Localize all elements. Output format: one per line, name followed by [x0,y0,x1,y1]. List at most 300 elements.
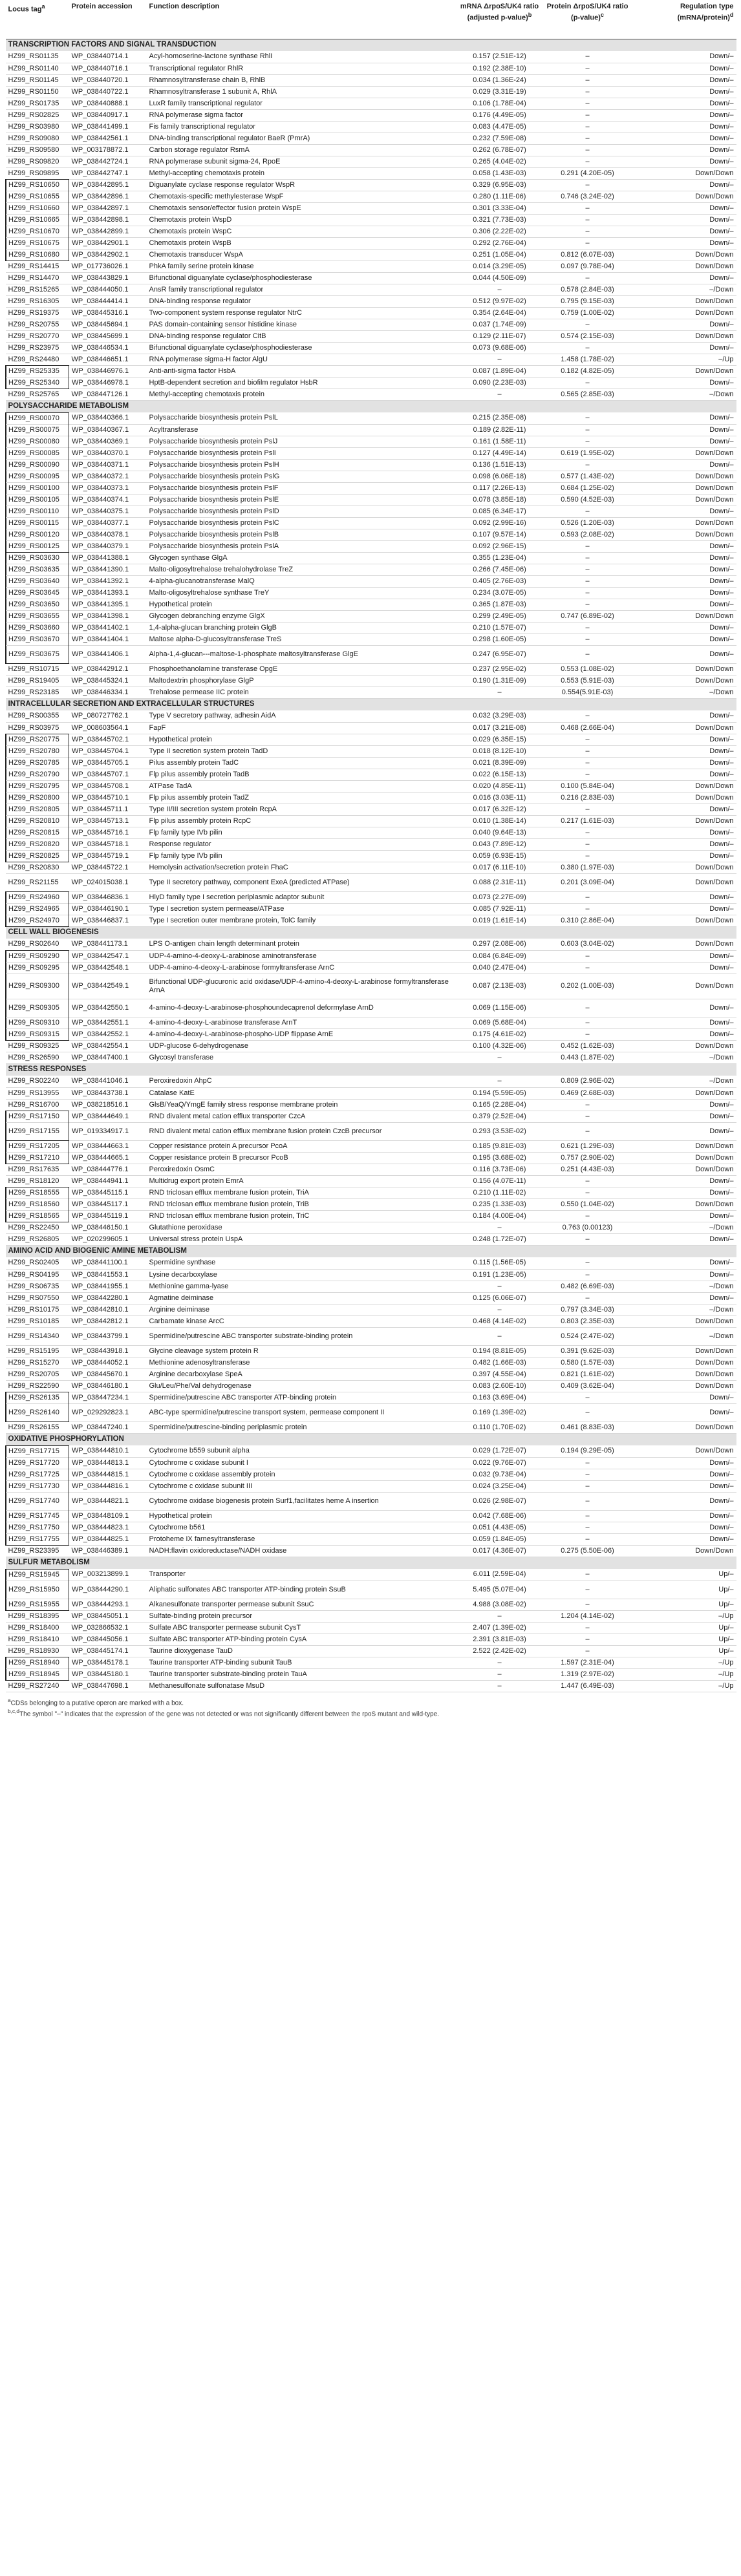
protein-ratio-cell: – [585,963,590,972]
table-row [6,962,736,974]
description-cell: Polysaccharide biosynthesis protein PslE [149,495,279,504]
locus-tag-cell: HZ99_RS25335 [6,365,69,377]
protein-ratio-cell: – [585,320,590,328]
locus-tag-cell: HZ99_RS18120 [8,1176,59,1185]
locus-tag-cell: HZ99_RS17150 [6,1111,69,1122]
regulation-cell: Down/– [709,157,734,165]
accession-cell: WP_038441100.1 [71,1259,128,1267]
table-row [6,1304,736,1315]
protein-ratio-cell: 0.380 (1.97E-03) [561,863,614,871]
accession-cell: WP_038448109.1 [72,1511,129,1520]
mrna-ratio-cell: 2.522 (2.42E-02) [473,1646,526,1655]
accession-cell: WP_038447240.1 [71,1423,129,1431]
protein-ratio-cell: 0.590 (4.52E-03) [561,495,614,504]
locus-tag-cell: HZ99_RS24960 [6,891,69,903]
protein-ratio-cell: – [585,904,590,913]
accession-cell: WP_038442899.1 [72,227,129,235]
table-row [6,529,736,540]
mrna-ratio-cell: 0.037 (1.74E-09) [473,320,526,328]
accession-cell: WP_038442548.1 [72,963,129,972]
regulation-cell: Down/– [709,145,734,154]
protein-ratio-cell: 0.574 (2.15E-03) [561,332,614,340]
table-row [6,459,736,471]
locus-tag-cell: HZ99_RS23975 [8,343,59,352]
protein-ratio-cell: – [585,87,590,96]
description-cell: Type V secretory pathway, adhesin AidA [149,712,276,720]
table-row [6,1052,736,1063]
regulation-cell: –/Down [709,390,734,398]
table-row [6,1345,736,1357]
table-row [6,792,736,804]
locus-tag-cell: HZ99_RS03670 [6,633,69,645]
regulation-cell: Down/– [709,425,734,434]
description-cell: Methanesulfonate sulfonatase MsuD [149,1681,265,1690]
regulation-cell: Up/– [718,1635,734,1643]
table-row [6,734,736,745]
description-cell: LPS O-antigen chain length determinant protein [149,940,299,948]
description-cell: ABC-type spermidine/putrescine transport system, permease component II [149,1408,385,1416]
mrna-ratio-cell: 0.100 (4.32E-06) [473,1041,526,1050]
description-cell: Type II secretion system protein TadD [149,747,268,755]
regulation-cell: Down/– [709,758,734,767]
accession-cell: WP_038446978.1 [72,378,129,387]
locus-tag-cell: HZ99_RS20800 [6,792,69,804]
regulation-cell: –/Down [709,1332,734,1340]
accession-cell: WP_038441046.1 [71,1077,129,1085]
table-row [6,1392,736,1403]
section-title: CELL WALL BIOGENESIS [8,928,99,937]
locus-tag-cell: HZ99_RS00070 [6,412,69,424]
mrna-ratio-cell: 0.032 (9.73E-04) [473,1470,526,1478]
accession-cell: WP_038445708.1 [72,782,129,790]
table-row [6,903,736,915]
protein-ratio-cell: 0.550 (1.04E-02) [561,1200,614,1208]
description-cell: Sulfate ABC transporter ATP-binding protein CysA [149,1635,307,1643]
regulation-cell: –/Down [709,1305,734,1314]
locus-tag-cell: HZ99_RS16700 [8,1100,59,1109]
protein-ratio-cell: – [585,1127,590,1135]
description-cell: Chemotaxis-specific methylesterase WspF [149,192,284,200]
locus-tag-cell: HZ99_RS10670 [6,226,69,237]
accession-cell: WP_080727762.1 [71,712,129,720]
locus-tag-cell: HZ99_RS00110 [6,506,69,517]
protein-ratio-cell: – [585,712,590,720]
locus-tag-cell: HZ99_RS00355 [8,712,59,720]
mrna-ratio-cell: 0.169 (1.39E-02) [473,1408,526,1416]
mrna-ratio-cell: 0.117 (2.26E-13) [473,484,526,492]
table-row [6,261,736,272]
mrna-ratio-cell: 0.073 (2.27E-09) [473,893,526,901]
accession-cell: WP_038442898.1 [72,215,129,224]
protein-ratio-cell: 0.593 (2.08E-02) [561,530,614,538]
mrna-ratio-cell: 0.194 (8.81E-05) [473,1347,526,1355]
table-row [6,1222,736,1233]
protein-ratio-cell: 0.201 (3.09E-04) [561,878,614,886]
description-cell: Methyl-accepting chemotaxis protein [149,169,265,177]
regulation-cell: Down/– [709,1458,734,1467]
protein-ratio-cell: 0.803 (2.35E-03) [561,1317,614,1325]
mrna-ratio-cell: 0.191 (1.23E-05) [473,1270,526,1279]
table-row [6,377,736,389]
accession-cell: WP_038447400.1 [71,1053,129,1061]
regulation-cell: Down/– [709,1470,734,1478]
locus-tag-cell: HZ99_RS17740 [6,1492,69,1510]
locus-tag-cell: HZ99_RS00115 [6,517,69,529]
accession-cell: WP_038447698.1 [71,1681,129,1690]
locus-tag-cell: HZ99_RS14470 [8,273,59,282]
mrna-ratio-cell: 0.468 (4.14E-02) [473,1317,526,1325]
locus-tag-cell: HZ99_RS15265 [8,285,59,293]
accession-cell: WP_038444050.1 [71,285,129,293]
locus-tag-cell: HZ99_RS17725 [6,1469,69,1480]
mrna-ratio-cell: 0.129 (2.11E-07) [473,332,526,340]
locus-tag-cell: HZ99_RS26140 [6,1403,69,1421]
accession-cell: WP_038443799.1 [71,1332,129,1340]
accession-cell: WP_038441390.1 [72,565,129,573]
locus-tag-cell: HZ99_RS20815 [6,827,69,838]
regulation-cell: Down/Down [695,665,734,673]
section-header [6,1557,736,1569]
accession-cell: WP_038444414.1 [71,297,129,305]
protein-ratio-cell: – [585,588,590,597]
accession-cell: WP_038446389.1 [71,1546,129,1555]
protein-ratio-cell: – [585,425,590,434]
locus-tag-cell: HZ99_RS17205 [6,1140,69,1152]
description-cell: Taurine dioxygenase TauD [149,1646,233,1655]
regulation-cell: Down/– [709,52,734,61]
mrna-ratio-cell: 0.110 (1.70E-02) [473,1423,526,1431]
protein-ratio-cell: – [585,122,590,131]
description-cell: Type II/III secretion system protein RcpA [149,805,277,813]
locus-tag-cell: HZ99_RS25765 [8,390,59,398]
accession-cell: WP_038440371.1 [72,460,129,469]
mrna-ratio-cell: 0.069 (5.68E-04) [473,1018,526,1027]
mrna-ratio-cell: 0.266 (7.45E-06) [473,565,526,573]
protein-ratio-cell: 0.565 (2.85E-03) [561,390,614,398]
regulation-cell: Down/Down [695,1041,734,1050]
mrna-ratio-cell: 0.026 (2.98E-07) [473,1496,526,1505]
table-row [6,1187,736,1198]
protein-ratio-cell: – [585,1535,590,1543]
locus-tag-cell: HZ99_RS01150 [8,87,59,96]
protein-ratio-cell: 1.204 (4.14E-02) [561,1612,614,1620]
locus-tag-cell: HZ99_RS09290 [6,950,69,962]
regulation-cell: Down/– [709,1523,734,1531]
regulation-cell: Down/– [709,1188,734,1197]
description-cell: Hypothetical protein [149,600,212,608]
accession-cell: WP_038440888.1 [71,99,129,107]
locus-tag-cell: HZ99_RS24965 [6,903,69,915]
description-cell: Peroxiredoxin OsmC [149,1165,215,1173]
mrna-ratio-cell: 0.512 (9.97E-02) [473,297,526,305]
protein-ratio-cell: – [585,635,590,643]
protein-ratio-cell: – [585,828,590,836]
accession-cell: WP_029292823.1 [72,1408,129,1416]
accession-cell: WP_008603564.1 [71,723,129,732]
accession-cell: WP_038440372.1 [72,472,129,480]
protein-ratio-cell: – [585,64,590,72]
description-cell: Glycine cleavage system protein R [149,1347,259,1355]
locus-tag-cell: HZ99_RS10655 [6,191,69,202]
protein-ratio-cell: – [585,650,590,658]
table-row [6,1111,736,1122]
mrna-ratio-cell: 0.163 (3.69E-04) [473,1393,526,1401]
regulation-cell: –/Down [709,1223,734,1231]
regulation-cell: Down/Down [695,472,734,480]
regulation-cell: Down/– [709,588,734,597]
locus-tag-cell: HZ99_RS09580 [8,145,59,154]
protein-ratio-cell: 0.619 (1.95E-02) [561,449,614,457]
protein-ratio-cell: – [585,1211,590,1220]
mrna-ratio-cell: – [497,1670,502,1678]
accession-cell: WP_038443918.1 [71,1347,129,1355]
accession-cell: WP_038440716.1 [71,64,129,72]
mrna-ratio-cell: 0.156 (4.07E-11) [473,1176,526,1185]
protein-ratio-cell: – [585,893,590,901]
locus-tag-cell: HZ99_RS23395 [8,1546,59,1555]
description-cell: 4-amino-4-deoxy-L-arabinose transferase ArnT [149,1018,297,1027]
regulation-cell: Down/– [709,1496,734,1505]
regulation-cell: –/Down [709,1053,734,1061]
regulation-cell: Down/– [709,1482,734,1490]
locus-tag-cell: HZ99_RS14415 [8,262,59,270]
accession-cell: WP_038444941.1 [71,1176,129,1185]
regulation-cell: Down/– [709,623,734,632]
protein-ratio-cell: – [585,1003,590,1012]
locus-tag-cell: HZ99_RS26135 [6,1392,69,1403]
protein-ratio-cell: – [585,1646,590,1655]
footnote-text: CDSs belonging to a putative operon are marked with a box. [10,1699,184,1707]
regulation-cell: Up/– [718,1585,734,1593]
locus-tag-cell: HZ99_RS18560 [6,1198,69,1210]
regulation-cell: Down/Down [695,1447,734,1455]
accession-cell: WP_038445694.1 [71,320,129,328]
accession-cell: WP_038441499.1 [71,122,129,131]
description-cell: Flp family type IVb pilin [149,851,222,860]
regulation-cell: Down/– [709,1535,734,1543]
table-row [6,424,736,436]
regulation-cell: Down/Down [695,1200,734,1208]
accession-cell: WP_038442896.1 [72,192,129,200]
protein-ratio-cell: 0.747 (6.89E-02) [561,612,614,620]
description-cell: Lysine decarboxylase [149,1270,217,1279]
description-cell: LuxR family transcriptional regulator [149,99,263,107]
locus-tag-cell: HZ99_RS03660 [6,622,69,633]
regulation-cell: Down/– [709,180,734,189]
regulation-cell: Up/– [718,1600,734,1608]
section-title: POLYSACCHARIDE METABOLISM [8,402,129,410]
accession-cell: WP_038440370.1 [72,449,129,457]
protein-ratio-cell: – [585,600,590,608]
description-cell: Rhamnosyltransferase chain B, RhlB [149,76,266,84]
description-cell: Malto-oligosyltrehalose synthase TreY [149,588,270,597]
locus-tag-cell: HZ99_RS10665 [6,214,69,226]
description-cell: Chemotaxis transducer WspA [149,250,243,259]
table-body [6,39,736,1692]
table-row [6,121,736,133]
accession-cell: WP_038444649.1 [72,1112,129,1120]
section-title: AMINO ACID AND BIOGENIC AMINE METABOLISM [8,1247,187,1255]
mrna-ratio-cell: 0.301 (3.33E-04) [473,204,526,212]
table-row [6,1099,736,1111]
locus-tag-cell: HZ99_RS03675 [6,645,69,663]
protein-ratio-cell: – [585,99,590,107]
protein-ratio-cell: 0.821 (1.61E-02) [561,1370,614,1378]
description-cell: Spermidine/putrescine ABC transporter ATP-binding protein [149,1393,337,1401]
accession-cell: WP_038442724.1 [71,157,129,165]
accession-cell: WP_038444813.1 [72,1458,129,1467]
accession-cell: WP_038446190.1 [72,904,129,913]
mrna-ratio-cell: 0.355 (1.23E-04) [473,553,526,562]
regulation-cell: Down/Down [695,518,734,527]
mrna-ratio-cell: 0.106 (1.78E-04) [473,99,526,107]
regulation-cell: Down/– [709,1211,734,1220]
accession-cell: WP_038445670.1 [71,1370,129,1378]
locus-tag-cell: HZ99_RS20830 [8,863,59,871]
description-cell: DNA-binding transcriptional regulator BaeR (PmrA) [149,134,310,142]
locus-tag-cell: HZ99_RS02825 [8,111,59,119]
accession-cell: WP_038445722.1 [71,863,129,871]
description-cell: Sulfate ABC transporter permease subunit CysT [149,1623,301,1632]
regulation-cell: Down/– [709,904,734,913]
mrna-ratio-cell: 0.115 (1.56E-05) [473,1259,526,1267]
description-cell: Acyltransferase [149,425,199,434]
footnotes [5,1692,736,1719]
mrna-ratio-cell: 0.247 (6.95E-07) [473,650,526,658]
description-cell: RND triclosan efflux membrane fusion protein, TriA [149,1188,309,1197]
protein-ratio-cell: – [585,52,590,61]
description-cell: Polysaccharide biosynthesis protein PslC [149,518,279,527]
table-row [6,214,736,226]
locus-tag-cell: HZ99_RS10660 [6,202,69,214]
locus-tag-cell: HZ99_RS03980 [8,122,59,131]
protein-ratio-cell: 0.409 (3.62E-04) [561,1381,614,1390]
protein-ratio-cell: – [585,1235,590,1243]
description-cell: Glycogen synthase GlgA [149,553,228,562]
description-cell: Malto-oligosyltrehalose trehalohydrolase TreZ [149,565,294,573]
locus-tag-cell: HZ99_RS22450 [8,1223,59,1231]
locus-tag-cell: HZ99_RS02405 [8,1259,59,1267]
table-row [6,645,736,663]
mrna-ratio-cell: 0.022 (6.15E-13) [473,770,526,778]
protein-ratio-cell: 0.603 (3.04E-02) [561,940,614,948]
locus-tag-cell: HZ99_RS00125 [6,540,69,552]
description-cell: Maltodextrin phosphorylase GlgP [149,676,254,685]
accession-cell: WP_003213899.1 [72,1570,129,1579]
mrna-ratio-cell: – [497,1612,502,1620]
mrna-ratio-cell: 0.032 (3.29E-03) [473,712,526,720]
mrna-ratio-cell: 0.299 (2.49E-05) [473,612,526,620]
regulation-cell: Down/Down [695,1347,734,1355]
locus-tag-cell: HZ99_RS20805 [6,804,69,815]
table-row [6,1657,736,1668]
protein-ratio-cell: 1.447 (6.49E-03) [561,1681,614,1690]
accession-cell: WP_003178872.1 [71,145,129,154]
protein-ratio-cell: – [585,1511,590,1520]
accession-cell: WP_038442561.1 [71,134,129,142]
regulation-cell: Down/– [709,851,734,860]
locus-tag-cell: HZ99_RS01145 [8,76,59,84]
regulation-cell: Down/– [709,1176,734,1185]
regulation-cell: Down/– [709,952,734,960]
table-row [6,838,736,850]
table-row [6,599,736,610]
description-cell: Acyl-homoserine-lactone synthase RhlI [149,52,273,61]
mrna-ratio-cell: 0.017 (3.21E-08) [473,723,526,732]
regulation-cell: Down/– [709,963,734,972]
mrna-ratio-cell: 0.280 (1.11E-06) [473,192,526,200]
regulation-cell: Down/– [709,437,734,445]
table-row [6,939,736,950]
locus-tag-cell: HZ99_RS20770 [8,332,59,340]
mrna-ratio-cell: 0.018 (8.12E-10) [473,747,526,755]
accession-cell: WP_038445056.1 [71,1635,129,1643]
regulation-cell: Down/– [709,87,734,96]
regulation-cell: –/Up [718,355,734,363]
description-cell: RNA polymerase subunit sigma-24, RpoE [149,157,281,165]
regulation-cell: Down/– [709,1270,734,1279]
accession-cell: WP_038445180.1 [72,1670,129,1678]
protein-ratio-cell: – [585,1570,590,1579]
table-row [6,950,736,962]
accession-cell: WP_038445174.1 [71,1646,129,1655]
protein-ratio-cell: – [585,1470,590,1478]
mrna-ratio-cell: 0.185 (9.81E-03) [473,1142,526,1150]
protein-ratio-cell: – [585,414,590,422]
protein-ratio-cell: – [585,770,590,778]
mrna-ratio-cell: 0.237 (2.95E-02) [473,665,526,673]
accession-cell: WP_038440369.1 [72,437,129,445]
table-row [6,471,736,482]
description-cell: Hypothetical protein [149,1511,212,1520]
table-row [6,675,736,687]
description-cell: Sulfate-binding protein precursor [149,1612,253,1620]
mrna-ratio-cell: 0.293 (3.53E-02) [473,1127,526,1135]
protein-ratio-cell: 0.553 (5.91E-03) [561,676,614,685]
locus-tag-cell: HZ99_RS20790 [6,769,69,780]
locus-tag-cell: HZ99_RS17720 [6,1457,69,1469]
section-title: SULFUR METABOLISM [8,1559,90,1566]
section-header [6,1433,736,1445]
protein-ratio-cell: – [585,1112,590,1120]
regulation-cell: Down/– [709,64,734,72]
description-cell: Polysaccharide biosynthesis protein PslJ [149,437,278,445]
mrna-ratio-cell: 0.107 (9.57E-14) [473,530,526,538]
mrna-ratio-cell: – [497,1223,502,1231]
mrna-ratio-cell: 0.020 (4.85E-11) [473,782,526,790]
regulation-cell: Down/Down [695,1423,734,1431]
locus-tag-cell: HZ99_RS20775 [6,734,69,745]
protein-ratio-cell: 0.391 (9.62E-03) [561,1347,614,1355]
description-cell: Catalase KatE [149,1089,195,1097]
locus-tag-cell: HZ99_RS15945 [6,1569,69,1581]
regulation-cell: Down/Down [695,169,734,177]
protein-ratio-cell: – [585,623,590,632]
table-row [6,202,736,214]
description-cell: Copper resistance protein B precursor PcoB [149,1153,288,1162]
regulation-cell: Down/Down [695,793,734,802]
locus-tag-cell: HZ99_RS03635 [6,564,69,575]
locus-tag-cell: HZ99_RS09300 [6,974,69,999]
header-mrna-ratio: mRNA ΔrpoS/UK4 ratio (adjusted p-value)$^b$ [460,3,539,22]
description-cell: UDP-4-amino-4-deoxy-L-arabinose aminotransferase [149,952,317,960]
accession-cell: WP_038445178.1 [72,1658,129,1666]
section-title: STRESS RESPONSES [8,1065,87,1074]
regulation-cell: Down/– [709,600,734,608]
mrna-ratio-cell: 0.248 (1.72E-07) [473,1235,526,1243]
accession-cell: WP_038442551.1 [72,1018,129,1027]
table-row [6,622,736,633]
